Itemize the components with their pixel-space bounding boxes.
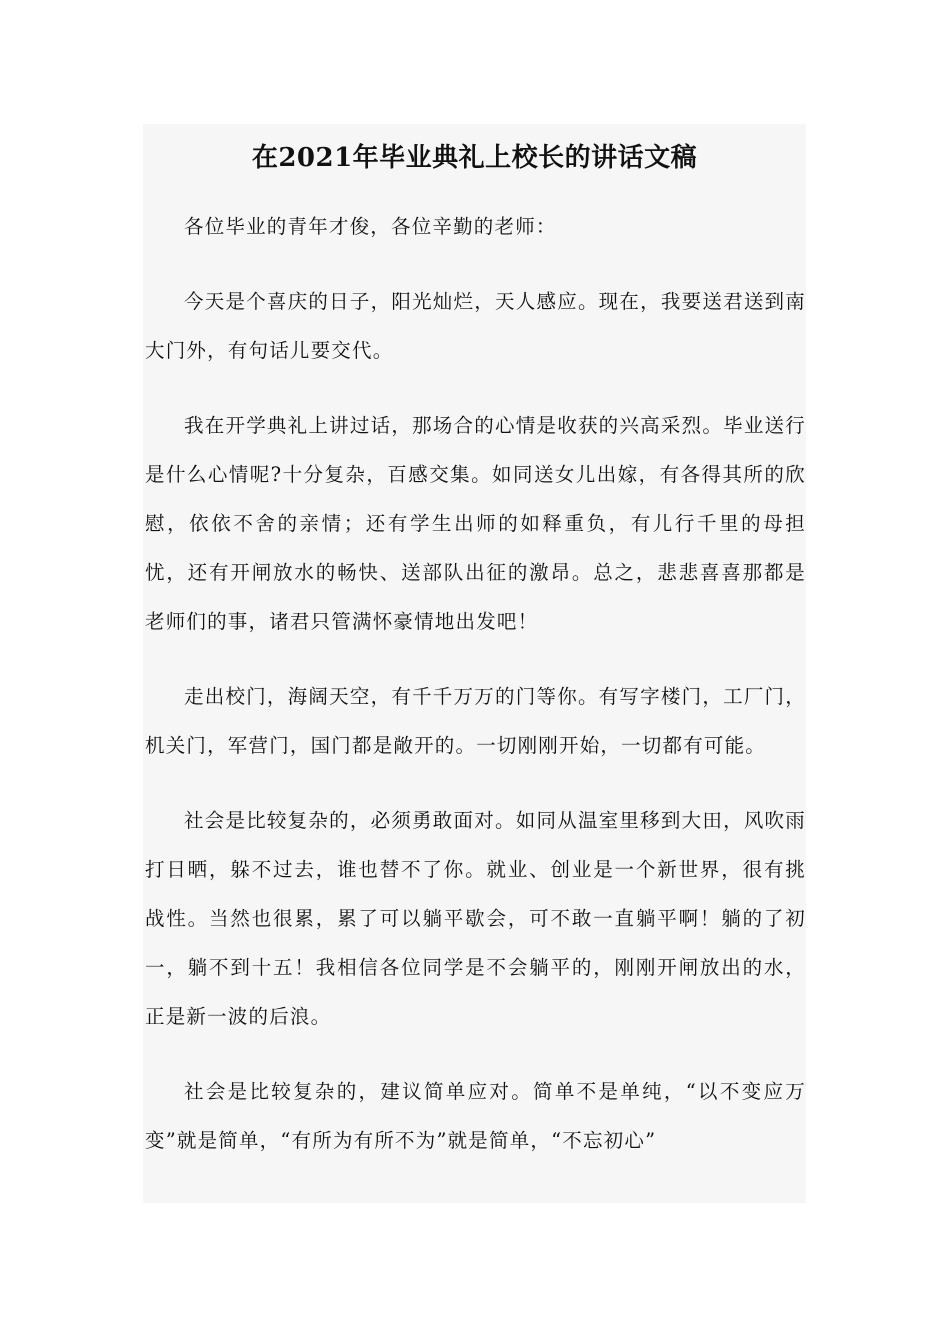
- paragraph: 今天是个喜庆的日子，阳光灿烂，天人感应。现在，我要送君送到南大门外，有句话儿要交代。: [145, 290, 806, 362]
- document-body: [145, 202, 806, 1191]
- document-page: [143, 124, 806, 1203]
- paragraph-salutation: 各位毕业的青年才俊，各位辛勤的老师：: [184, 215, 557, 238]
- paragraph: 社会是比较复杂的，建议简单应对。简单不是单纯，“以不变应万变”就是简单，“有所为有所不为”就是简单，“不忘初心”: [145, 1080, 806, 1152]
- paragraph: 我在开学典礼上讲过话，那场合的心情是收获的兴高采烈。毕业送行是什么心情呢?十分复杂，百感交集。如同送女儿出嫁，有各得其所的欣慰，依依不舍的亲情；还有学生出师的如释重负，有儿行千里的母担忧，还有开闸放水的畅快、送部队出征的激昂。总之，悲悲喜喜那都是老师们的事，诸君只管满怀豪情地出发吧！: [145, 414, 806, 633]
- paragraph: 社会是比较复杂的，必须勇敢面对。如同从温室里移到大田，风吹雨打日晒，躲不过去，谁也替不了你。就业、创业是一个新世界，很有挑战性。当然也很累，累了可以躺平歇会，可不敢一直躺平啊！躺的了初一，躺不到十五！我相信各位同学是不会躺平的，刚刚开闸放出的水，正是新一波的后浪。: [145, 809, 806, 1028]
- document-title: 在2021年毕业典礼上校长的讲话文稿: [251, 143, 698, 173]
- paragraph: 走出校门，海阔天空，有千千万万的门等你。有写字楼门，工厂门，机关门，军营门，国门都是敞开的。一切刚刚开始，一切都有可能。: [145, 685, 806, 757]
